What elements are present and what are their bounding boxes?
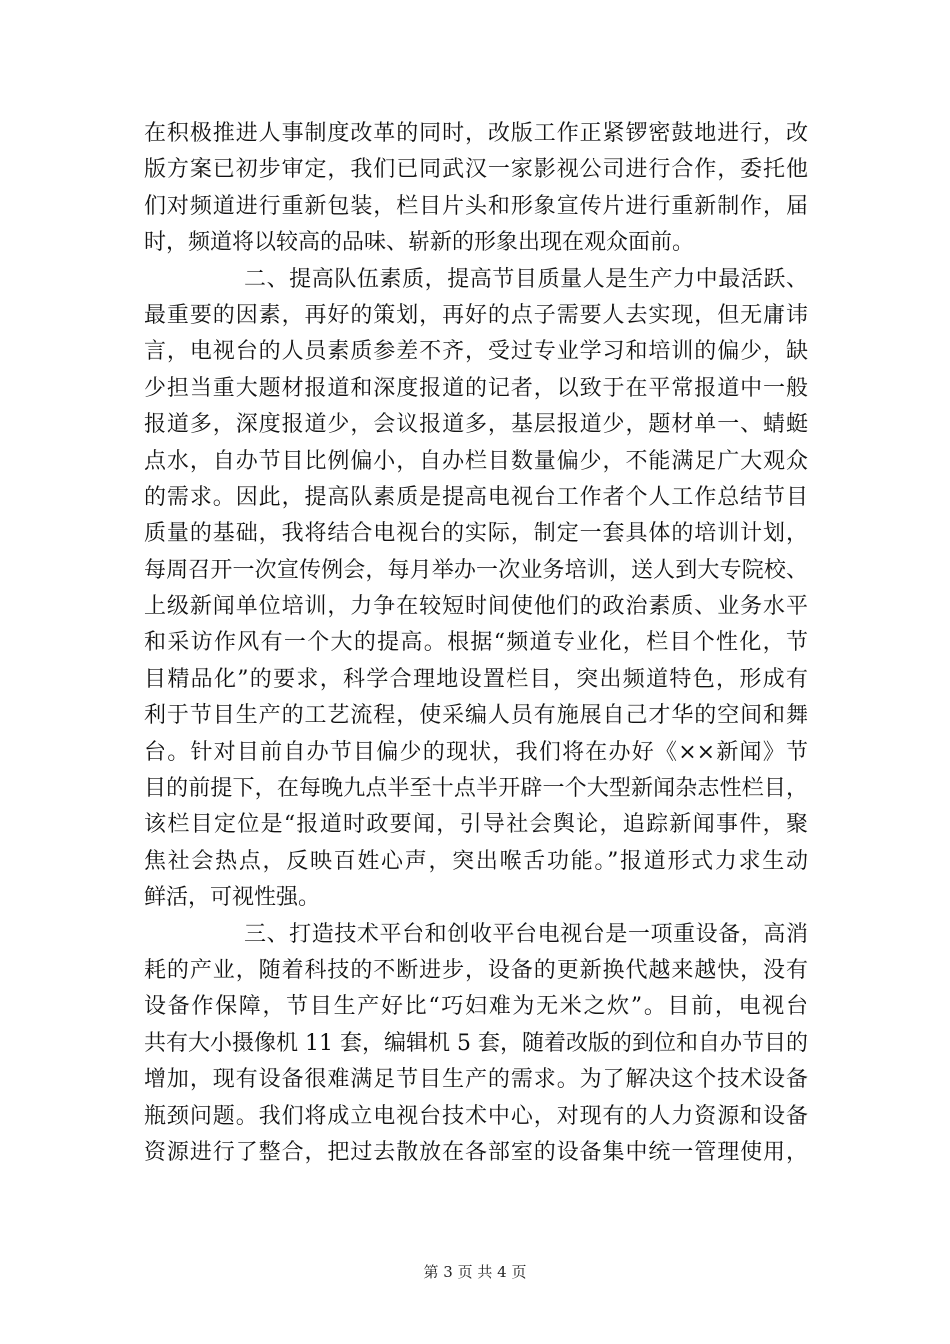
text-line: 点水，自办节目比例偏小，自办栏目数量偏少，不能满足广大观众 <box>144 448 808 474</box>
text-line: 目的前提下，在每晚九点半至十点半开辟一个大型新闻杂志性栏目， <box>144 776 808 802</box>
text-line: 目精品化”的要求，科学合理地设置栏目，突出频道特色，形成有 <box>144 666 808 692</box>
text-line: 该栏目定位是“报道时政要闻，引导社会舆论，追踪新闻事件，聚 <box>144 812 808 838</box>
text-line: 资源进行了整合，把过去散放在各部室的设备集中统一管理使用， <box>144 1139 808 1165</box>
text-line: 利于节目生产的工艺流程，使采编人员有施展自己才华的空间和舞 <box>144 703 808 729</box>
text-line: 设备作保障，节目生产好比“巧妇难为无米之炊”。目前，电视台 <box>144 994 808 1020</box>
text-line: 时，频道将以较高的品味、崭新的形象出现在观众面前。 <box>144 230 695 256</box>
text-line: 瓶颈问题。我们将成立电视台技术中心，对现有的人力资源和设备 <box>144 1103 808 1129</box>
text-line: 增加，现有设备很难满足节目生产的需求。为了解决这个技术设备 <box>144 1067 808 1093</box>
text-line: 在积极推进人事制度改革的同时，改版工作正紧锣密鼓地进行，改 <box>144 121 808 146</box>
text-line: 质量的基础，我将结合电视台的实际，制定一套具体的培训计划， <box>144 521 808 547</box>
text-line: 焦社会热点，反映百姓心声，突出喉舌功能。”报道形式力求生动 <box>144 848 808 874</box>
text-line: 共有大小摄像机 11 套，编辑机 5 套，随着改版的到位和自办节目的 <box>144 1030 808 1056</box>
text-line: 鲜活，可视性强。 <box>144 885 321 911</box>
document-body <box>144 116 808 1171</box>
text-line: 和采访作风有一个大的提高。根据“频道专业化，栏目个性化，节 <box>144 630 808 656</box>
text-line: 言，电视台的人员素质参差不齐，受过专业学习和培训的偏少，缺 <box>144 339 808 365</box>
text-line: 每周召开一次宣传例会，每月举办一次业务培训，送人到大专院校、 <box>144 557 808 583</box>
text-line: 台。针对目前自办节目偏少的现状，我们将在办好《××新闻》节 <box>144 739 808 765</box>
section-heading-line: 三、打造技术平台和创收平台电视台是一项重设备，高消 <box>244 921 808 947</box>
text-line: 报道多，深度报道少，会议报道多，基层报道少，题材单一、蜻蜓 <box>144 412 808 438</box>
text-line: 上级新闻单位培训，力争在较短时间使他们的政治素质、业务水平 <box>144 594 808 620</box>
text-line: 的需求。因此，提高队素质是提高电视台工作者个人工作总结节目 <box>144 484 808 510</box>
text-line: 们对频道进行重新包装，栏目片头和形象宣传片进行重新制作，届 <box>144 193 808 219</box>
text-line: 少担当重大题材报道和深度报道的记者，以致于在平常报道中一般 <box>144 375 808 401</box>
page-indicator: 第 3 页 共 4 页 <box>423 1263 527 1281</box>
section-heading-line: 二、提高队伍素质，提高节目质量人是生产力中最活跃、 <box>244 266 808 292</box>
text-line: 最重要的因素，再好的策划，再好的点子需要人去实现，但无庸讳 <box>144 302 808 328</box>
text-line: 耗的产业，随着科技的不断进步，设备的更新换代越来越快，没有 <box>144 957 808 983</box>
text-line: 版方案已初步审定，我们已同武汉一家影视公司进行合作，委托他 <box>144 157 808 183</box>
